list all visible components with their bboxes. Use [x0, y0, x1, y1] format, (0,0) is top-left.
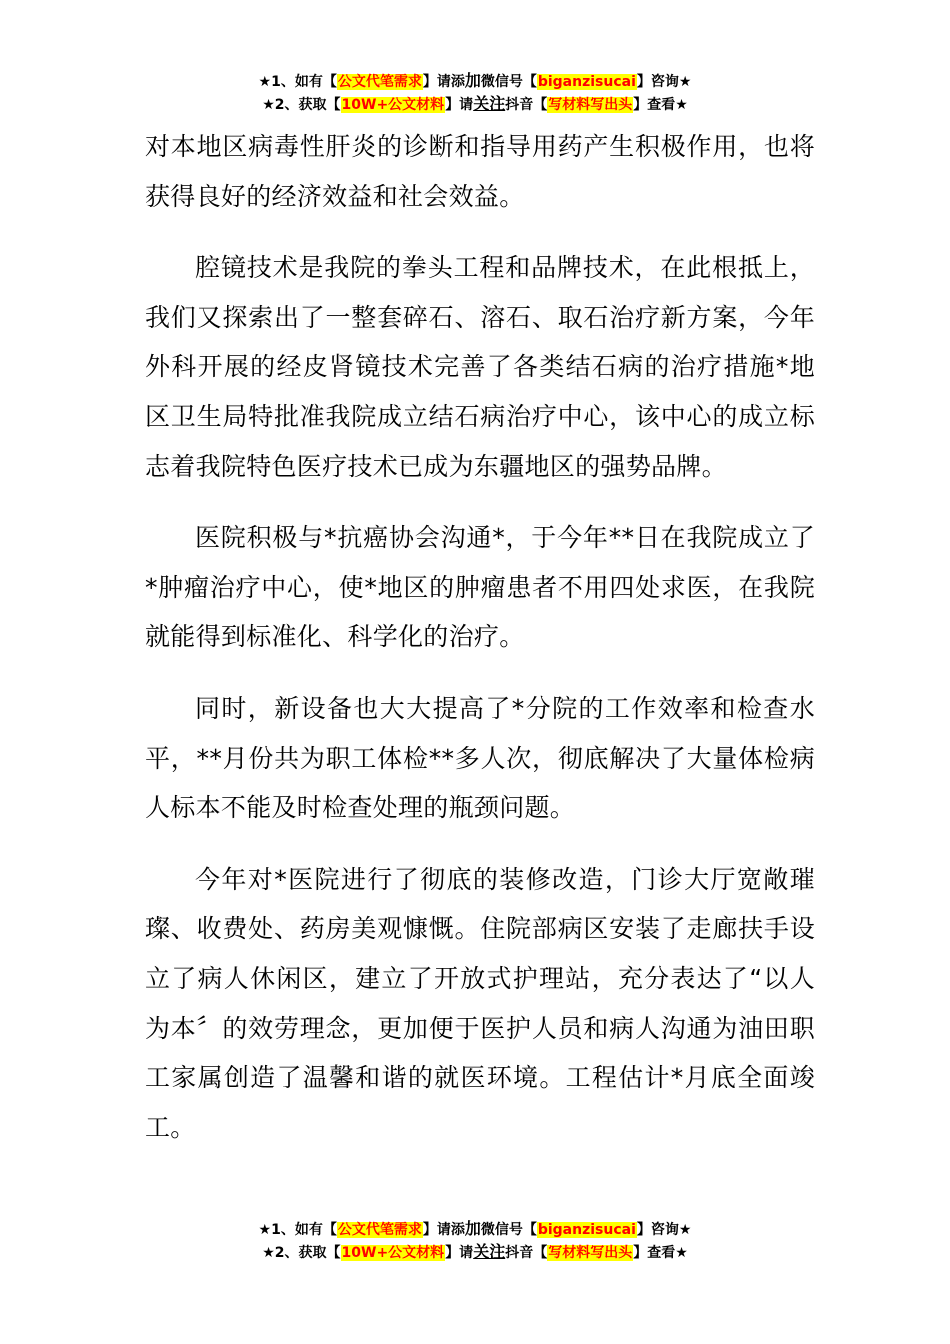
- highlight-douyin-account: 写材料写出头: [548, 1245, 633, 1261]
- paragraph-1: 对本地区病毒性肝炎的诊断和指导用药产生积极作用，也将获得良好的经济效益和社会效益。: [145, 132, 815, 211]
- banner-text: 】查看★: [633, 1245, 688, 1261]
- banner-text: ★2、获取【: [262, 97, 341, 113]
- banner-text: 】咨询★: [636, 74, 692, 90]
- paragraph-5: 今年对*医院进行了彻底的装修改造，门诊大厅宽敞璀璨、收费处、药房美观慷慨。住院部病区安装了走廊扶手设立了病人休闲区，建立了开放式护理站，充分表达了“以人为本〞的效劳理念，更加便于医护人员和病人沟通为油田职工家属创造了温馨和谐的就医环境。工程估计*月底全面竣工。: [145, 864, 815, 1142]
- banner-line-2: [0, 1241, 950, 1264]
- banner-text: 】咨询★: [636, 1222, 692, 1238]
- banner-text: ★2、获取【: [262, 1245, 341, 1261]
- footer-banner: [0, 1218, 950, 1264]
- paragraph-3: 医院积极与*抗癌协会沟通*，于今年**日在我院成立了*肿瘤治疗中心，使*地区的肿瘤患者不用四处求医，在我院就能得到标准化、科学化的治疗。: [145, 523, 815, 652]
- banner-text: 】请添: [422, 74, 465, 90]
- banner-text: 】请: [445, 1245, 474, 1261]
- highlight-service: 公文代笔需求: [337, 1222, 422, 1238]
- banner-text: ★1、如有【: [258, 74, 337, 90]
- highlight-douyin-account: 写材料写出头: [548, 97, 633, 113]
- highlight-materials: 10W+公文材料: [341, 1245, 445, 1261]
- document-body: [145, 122, 815, 1174]
- banner-text: 微信号【: [480, 74, 537, 90]
- highlight-service: 公文代笔需求: [337, 74, 422, 90]
- header-banner: [0, 70, 950, 116]
- banner-text: ★1、如有【: [258, 1222, 337, 1238]
- banner-text: 微信号【: [480, 1222, 537, 1238]
- banner-text: 加: [464, 1219, 481, 1238]
- highlight-wechat-id: biganzisucai: [537, 74, 636, 90]
- banner-line-1: [0, 1218, 950, 1241]
- banner-text: 关注: [473, 1242, 506, 1261]
- highlight-wechat-id: biganzisucai: [537, 1222, 636, 1238]
- banner-text: 关注: [473, 94, 506, 113]
- banner-text: 】查看★: [633, 97, 688, 113]
- banner-line-1: [0, 70, 950, 93]
- paragraph-2: 腔镜技术是我院的拳头工程和品牌技术，在此根抵上，我们又探索出了一整套碎石、溶石、取石治疗新方案，今年外科开展的经皮肾镜技术完善了各类结石病的治疗措施*地区卫生局特批准我院成立结石病治疗中心，该中心的成立标志着我院特色医疗技术已成为东疆地区的强势品牌。: [145, 253, 815, 481]
- banner-text: 】请: [445, 97, 474, 113]
- banner-line-2: [0, 93, 950, 116]
- highlight-materials: 10W+公文材料: [341, 97, 445, 113]
- banner-text: 抖音【: [505, 97, 548, 113]
- banner-text: 抖音【: [505, 1245, 548, 1261]
- banner-text: 】请添: [422, 1222, 465, 1238]
- banner-text: 加: [464, 71, 481, 90]
- paragraph-4: 同时，新设备也大大提高了*分院的工作效率和检查水平，**月份共为职工体检**多人次，彻底解决了大量体检病人标本不能及时检查处理的瓶颈问题。: [145, 693, 815, 823]
